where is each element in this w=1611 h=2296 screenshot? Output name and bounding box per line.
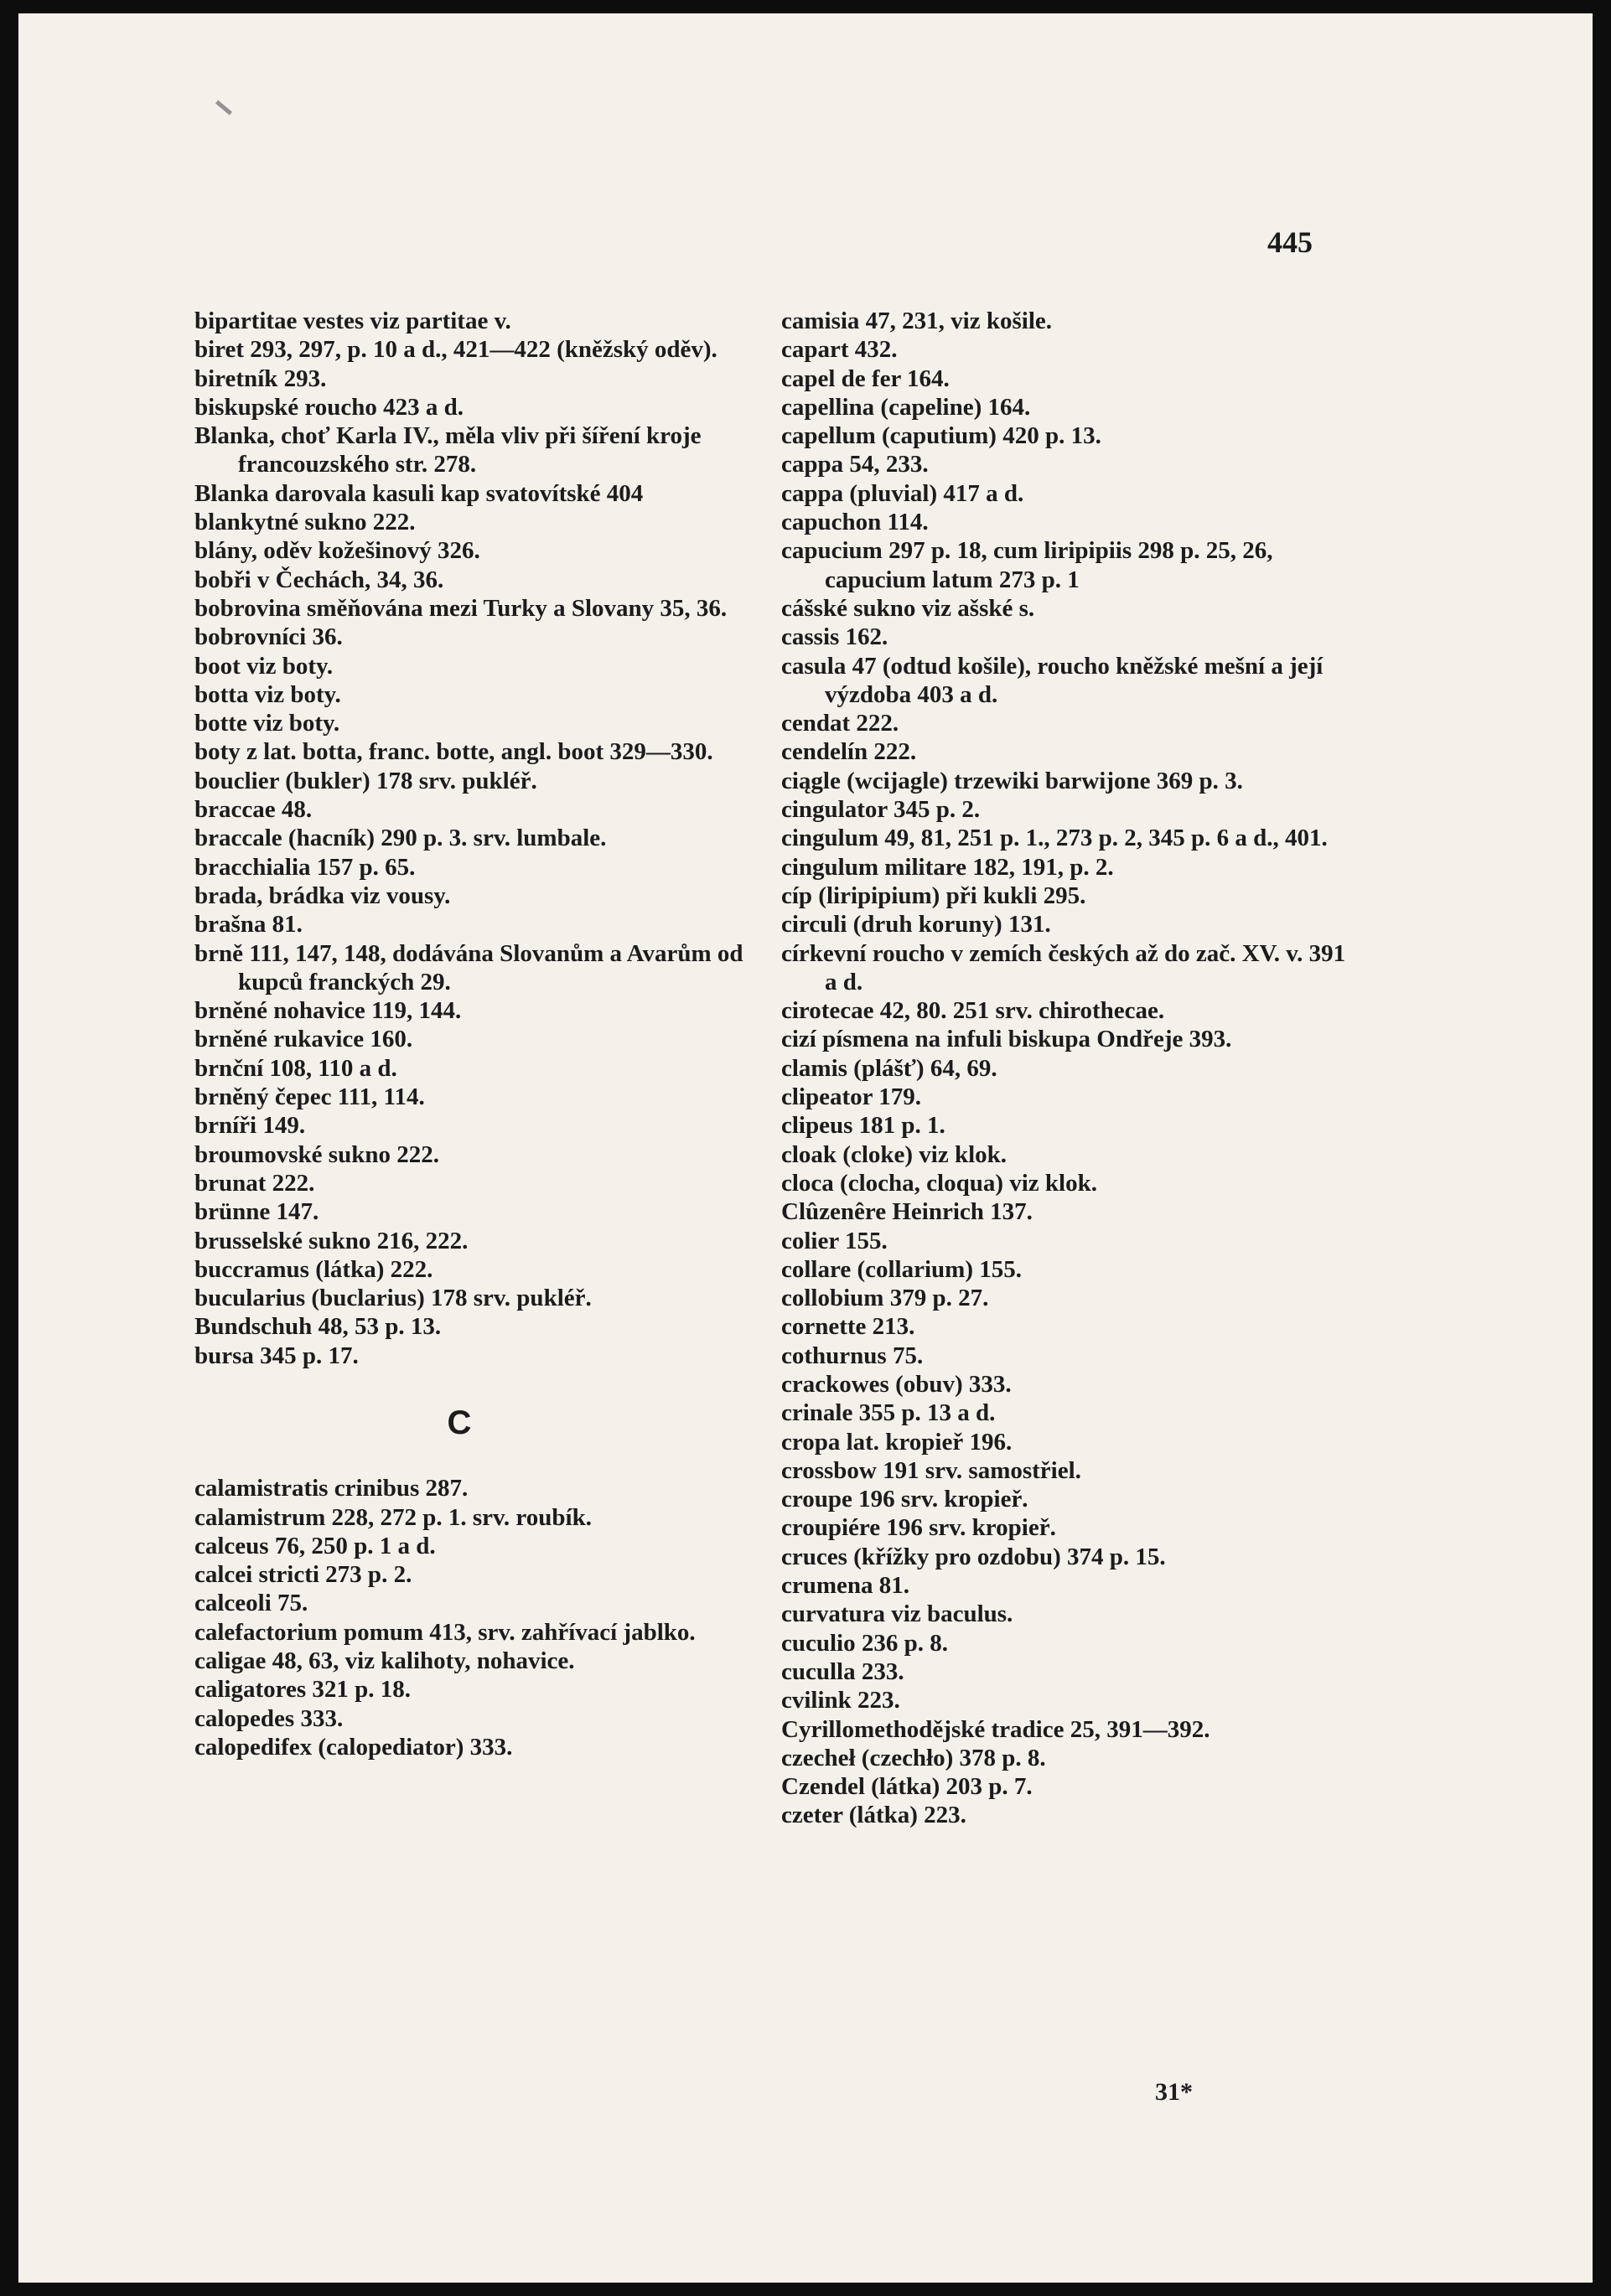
index-entry: buccramus (látka) 222. — [194, 1255, 433, 1283]
index-entry: biretník 293. — [194, 365, 327, 392]
index-entry: crinale 355 p. 13 a d. — [781, 1399, 996, 1427]
index-entry: broumovské sukno 222. — [194, 1140, 439, 1168]
left-entries-before — [194, 307, 764, 1370]
index-entry: brněné nohavice 119, 144. — [194, 997, 462, 1025]
index-entry: cropa lat. kropieř 196. — [781, 1428, 1013, 1456]
index-entry: calamistratis crinibus 287. — [194, 1475, 469, 1502]
index-entry: cappa (pluvial) 417 a d. — [781, 479, 1024, 507]
index-entry: brünne 147. — [194, 1198, 319, 1226]
index-entry: bobrovníci 36. — [194, 623, 343, 651]
index-entry: calceus 76, 250 p. 1 a d. — [194, 1532, 436, 1559]
index-entry: capel de fer 164. — [781, 365, 950, 392]
index-entry: brněné rukavice 160. — [194, 1026, 413, 1053]
index-entry: clipeator 179. — [781, 1083, 921, 1111]
index-entry: clamis (plášť) 64, 69. — [781, 1054, 997, 1082]
index-entry: braccae 48. — [194, 796, 313, 824]
index-entry: calopedifex (calopediator) 333. — [194, 1733, 513, 1761]
index-entry: croupiére 196 srv. kropieř. — [781, 1514, 1056, 1542]
index-entry: brašna 81. — [194, 911, 303, 939]
index-entry: cirotecae 42, 80. 251 srv. chirothecae. — [781, 997, 1165, 1025]
index-entry: capucium 297 p. 18, cum liripipiis 298 p. 25, 26, capucium latum 273 p. 1 — [781, 537, 1273, 593]
index-entry: blankytné sukno 222. — [194, 509, 416, 536]
index-entry: brunat 222. — [194, 1169, 315, 1197]
index-entry: cingulum militare 182, 191, p. 2. — [781, 853, 1114, 881]
index-entry: ciągle (wcijagle) trzewiki barwijone 369 p. 3. — [781, 767, 1243, 794]
index-entry: bracchialia 157 p. 65. — [194, 853, 416, 881]
index-entry: botta viz boty. — [194, 680, 341, 708]
page-number: 445 — [1267, 225, 1313, 259]
index-entry: capellum (caputium) 420 p. 13. — [781, 422, 1101, 450]
index-entry: cingulum 49, 81, 251 p. 1., 273 p. 2, 345 p. 6 a d., 401. — [781, 825, 1328, 852]
index-entry: cothurnus 75. — [781, 1342, 924, 1369]
index-entry: cruces (křížky pro ozdobu) 374 p. 15. — [781, 1543, 1166, 1570]
scan-mark — [215, 101, 232, 116]
index-entry: bucularius (buclarius) 178 srv. pukléř. — [194, 1285, 592, 1312]
index-entry: curvatura viz baculus. — [781, 1600, 1013, 1628]
index-entry: czeter (látka) 223. — [781, 1802, 966, 1829]
index-entry: cornette 213. — [781, 1313, 915, 1341]
index-entry: cendelín 222. — [781, 738, 917, 766]
index-entry: crumena 81. — [781, 1572, 910, 1600]
index-entry: calceoli 75. — [194, 1590, 308, 1617]
index-entry: brněný čepec 111, 114. — [194, 1083, 425, 1111]
index-entry: brusselské sukno 216, 222. — [194, 1227, 469, 1254]
index-entry: bobrovina směňována mezi Turky a Slovany 35, 36. — [194, 594, 728, 622]
index-entry: colier 155. — [781, 1227, 888, 1254]
index-entry: Cyrillomethodějské tradice 25, 391—392. — [781, 1715, 1210, 1743]
index-entry: capellina (capeline) 164. — [781, 393, 1031, 421]
index-entry: boot viz boty. — [194, 652, 334, 680]
index-entry: caligae 48, 63, viz kalihoty, nohavice. — [194, 1647, 575, 1675]
index-entry: capuchon 114. — [781, 509, 929, 536]
index-entry: Blanka, choť Karla IV., měla vliv při šíření kroje francouzského str. 278. — [194, 422, 702, 478]
index-entry: brně 111, 147, 148, dodávána Slovanům a Avarům od kupců franckých 29. — [194, 939, 743, 995]
index-entry: Czendel (látka) 203 p. 7. — [781, 1773, 1033, 1801]
index-entry: cingulator 345 p. 2. — [781, 796, 981, 824]
index-entry: bobři v Čechách, 34, 36. — [194, 566, 444, 593]
index-entry: cendat 222. — [781, 710, 899, 737]
index-entry: croupe 196 srv. kropieř. — [781, 1486, 1028, 1513]
index-entry: blány, oděv kožešinový 326. — [194, 537, 480, 565]
index-entry: braccale (hacník) 290 p. 3. srv. lumbale. — [194, 825, 607, 852]
index-entry: caligatores 321 p. 18. — [194, 1676, 412, 1704]
index-entry: calefactorium pomum 413, srv. zahřívací jablko. — [194, 1618, 696, 1646]
index-entry: calopedes 333. — [194, 1704, 344, 1732]
index-entry: cášské sukno viz ašské s. — [781, 594, 1035, 622]
index-entry: botte viz boty. — [194, 710, 340, 737]
index-entry: boty z lat. botta, franc. botte, angl. boot 329—330. — [194, 738, 713, 766]
index-entry: Bundschuh 48, 53 p. 13. — [194, 1313, 442, 1341]
index-entry: biret 293, 297, p. 10 a d., 421—422 (kněžský oděv). — [194, 336, 717, 364]
left-column — [194, 307, 764, 1761]
section-letter: C — [447, 1404, 472, 1441]
index-entry: crossbow 191 srv. samostřiel. — [781, 1456, 1081, 1484]
left-entries-after — [194, 1474, 764, 1761]
index-entry: cuculla 233. — [781, 1657, 904, 1685]
index-entry: czecheł (czechło) 378 p. 8. — [781, 1744, 1046, 1771]
index-entry: bipartitae vestes viz partitae v. — [194, 308, 511, 334]
index-entry: clipeus 181 p. 1. — [781, 1112, 945, 1140]
index-entry: casula 47 (odtud košile), roucho kněžské mešní a její výzdoba 403 a d. — [781, 652, 1324, 708]
right-column — [781, 307, 1351, 1830]
index-entry: brníři 149. — [194, 1112, 306, 1140]
printer-signature: 31* — [1155, 2078, 1193, 2106]
index-entry: camisia 47, 231, viz košile. — [781, 308, 1053, 334]
index-entry: církevní roucho v zemích českých až do zač. XV. v. 391 a d. — [781, 939, 1346, 995]
index-entry: bursa 345 p. 17. — [194, 1342, 359, 1369]
index-entry: Blanka darovala kasuli kap svatovítské 404 — [194, 479, 644, 507]
index-entry: biskupské roucho 423 a d. — [194, 393, 464, 421]
index-entry: bouclier (bukler) 178 srv. pukléř. — [194, 767, 537, 794]
index-entry: cloca (clocha, cloqua) viz klok. — [781, 1169, 1097, 1197]
index-entry: brada, brádka viz vousy. — [194, 882, 451, 909]
index-entry: cvilink 223. — [781, 1687, 900, 1714]
index-entry: calcei stricti 273 p. 2. — [194, 1561, 412, 1589]
index-entry: collare (collarium) 155. — [781, 1255, 1022, 1283]
index-entry: cassis 162. — [781, 623, 888, 651]
index-entry: cappa 54, 233. — [781, 451, 929, 478]
right-entries — [781, 307, 1351, 1830]
index-entry: collobium 379 p. 27. — [781, 1285, 989, 1312]
index-entry: cizí písmena na infuli biskupa Ondřeje 393. — [781, 1026, 1232, 1053]
index-entry: cloak (cloke) viz klok. — [781, 1140, 1008, 1168]
index-entry: cíp (liripipium) při kukli 295. — [781, 882, 1086, 909]
index-entry: crackowes (obuv) 333. — [781, 1370, 1012, 1398]
index-entry: circuli (druh koruny) 131. — [781, 911, 1051, 939]
index-entry: calamistrum 228, 272 p. 1. srv. roubík. — [194, 1503, 592, 1531]
index-entry: brnční 108, 110 a d. — [194, 1054, 397, 1082]
book-page — [18, 13, 1593, 2283]
index-entry: cuculio 236 p. 8. — [781, 1629, 948, 1657]
index-entry: capart 432. — [781, 336, 898, 364]
index-entry: Clûzenêre Heinrich 137. — [781, 1198, 1033, 1226]
